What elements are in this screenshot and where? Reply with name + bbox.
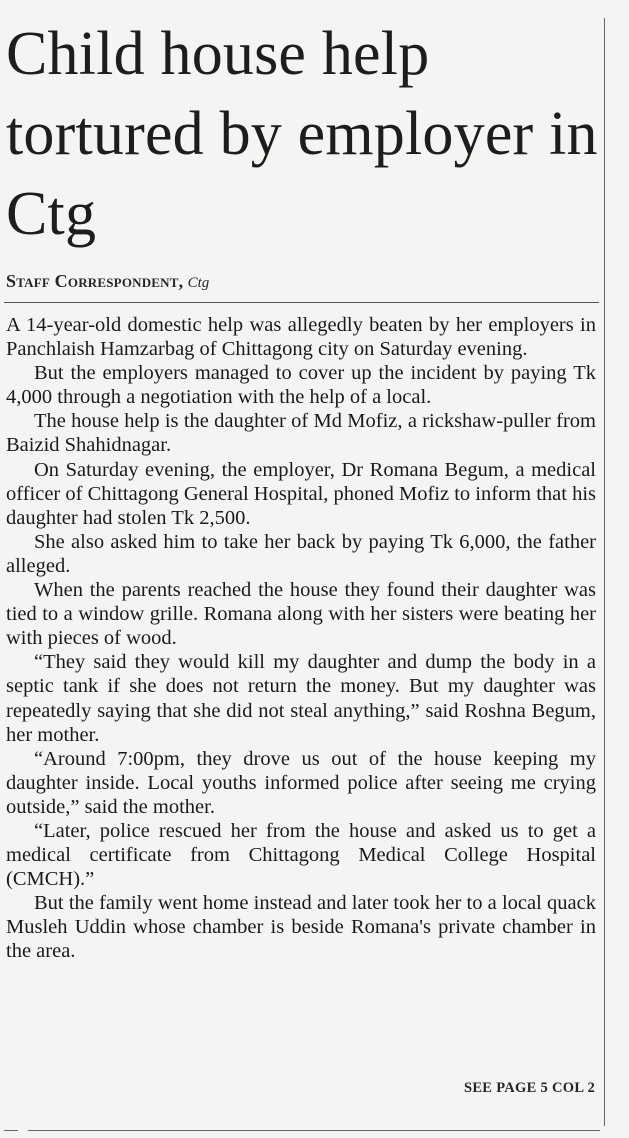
paragraph: “Around 7:00pm, they drove us out of the house keeping my daughter inside. Local youths informed police after seeing me crying outside,” said the mother.	[6, 747, 596, 818]
paragraph: But the family went home instead and later took her to a local quack Musleh Uddin whose chamber is beside Romana's private chamber in the area.	[6, 892, 596, 963]
paragraph: When the parents reached the house they found their daughter was tied to a window grille. Romana along with her sisters were beating her with pieces of wood.	[6, 579, 596, 650]
paragraph: But the employers managed to cover up the incident by paying Tk 4,000 through a negotiation with the help of a local.	[6, 362, 596, 409]
paragraph: A 14-year-old domestic help was allegedly beaten by her employers in Panchlaish Hamzarbag of Chittagong city on Saturday evening.	[6, 314, 596, 361]
byline-place: Ctg	[187, 275, 210, 291]
byline-author: Staff Correspondent,	[6, 271, 184, 291]
paragraph: “They said they would kill my daughter and dump the body in a septic tank if she does not return the money. But my daughter was repeatedly saying that she did not steal anything,” said Roshna Begum, her mother.	[6, 651, 596, 746]
byline-rule	[4, 302, 599, 303]
article-body	[6, 313, 596, 964]
byline	[6, 271, 209, 292]
bottom-rule	[28, 1130, 600, 1131]
paragraph: On Saturday evening, the employer, Dr Romana Begum, a medical officer of Chittagong General Hospital, phoned Mofiz to inform that his daughter had stolen Tk 2,500.	[6, 458, 597, 529]
bottom-rule-left	[4, 1130, 18, 1131]
headline: Child house help tortured by employer in Ctg	[6, 20, 598, 248]
paragraph: She also asked him to take her back by paying Tk 6,000, the father alleged.	[6, 530, 596, 577]
paragraph: The house help is the daughter of Md Mofiz, a rickshaw-puller from Baizid Shahidnagar.	[6, 410, 596, 457]
continuation-note: SEE PAGE 5 COL 2	[463, 1080, 595, 1096]
paragraph: “Later, police rescued her from the house and asked us to get a medical certificate from Chittagong Medical College Hospital (CMCH).”	[6, 819, 596, 891]
